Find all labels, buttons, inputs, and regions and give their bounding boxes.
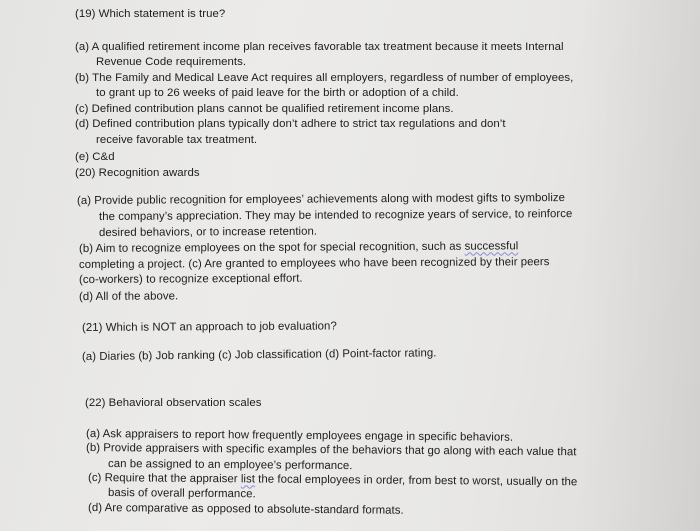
q20-option-a-line-2: the company’s appreciation. They may be intended to recognize years of service, to reinforce bbox=[98, 208, 573, 223]
q22-option-b-line-2: can be assigned to an employee’s performance. bbox=[107, 458, 353, 473]
question-22-title: (22) Behavioral observation scales bbox=[85, 397, 262, 409]
question-19-title: (19) Which statement is true? bbox=[75, 8, 226, 20]
question-21-title: (21) Which is NOT an approach to job evaluation? bbox=[81, 320, 337, 334]
q22-option-d: (d) Are comparative as opposed to absolute-standard formats. bbox=[87, 502, 404, 517]
q19-option-d-line-2: receive favorable tax treatment. bbox=[96, 134, 258, 146]
q22-option-b-line-1: (b) Provide appraisers with specific examples of the behaviors that go along with each value that bbox=[85, 442, 577, 459]
q20-option-b-line-2: completing a project. (c) Are granted to employees who have been recognized by their peers bbox=[78, 256, 550, 271]
q22-option-c-text-start: (c) Require that the appraiser bbox=[87, 472, 241, 486]
spelling-flag-list: list bbox=[240, 473, 256, 486]
q20-option-b-text: (b) Aim to recognize employees on the spot for special recognition, such as bbox=[78, 240, 465, 255]
q20-option-a-line-1: (a) Provide public recognition for employees’ achievements along with modest gifts to symbolize bbox=[76, 192, 566, 207]
q19-option-b-line-1: (b) The Family and Medical Leave Act requires all employers, regardless of number of employees, bbox=[75, 72, 574, 84]
q21-options: (a) Diaries (b) Job ranking (c) Job classification (d) Point-factor rating. bbox=[81, 347, 437, 363]
question-20-title: (20) Recognition awards bbox=[75, 167, 200, 179]
q22-option-c-line-2: basis of overall performance. bbox=[107, 487, 256, 501]
q20-option-a-line-3: desired behaviors, or to increase retention. bbox=[98, 225, 318, 239]
q22-option-c-text-end: the focal employees in order, from best to worst, usually on the bbox=[254, 473, 578, 489]
photo-shading bbox=[580, 0, 700, 531]
q20-option-b-line-1 bbox=[79, 239, 518, 256]
q20-option-d: (d) All of the above. bbox=[78, 290, 179, 303]
q22-option-a: (a) Ask appraisers to report how frequently employees engage in specific behaviors. bbox=[85, 428, 514, 444]
q19-option-e: (e) C&d bbox=[75, 151, 115, 163]
q20-option-b-line-3: (co-workers) to recognize exceptional effort. bbox=[78, 272, 303, 286]
q19-option-c: (c) Defined contribution plans cannot be qualified retirement income plans. bbox=[75, 103, 454, 115]
q19-option-a-line-2: Revenue Code requirements. bbox=[96, 56, 247, 68]
q19-option-a-line-1: (a) A qualified retirement income plan receives favorable tax treatment because it meets Internal bbox=[75, 41, 564, 53]
q19-option-d-line-1: (d) Defined contribution plans typically don’t adhere to strict tax regulations and don’t bbox=[75, 118, 506, 130]
spelling-flag-successful: successful bbox=[464, 240, 519, 253]
q19-option-b-line-2: to grant up to 26 weeks of paid leave for the birth or adoption of a child. bbox=[96, 87, 459, 99]
